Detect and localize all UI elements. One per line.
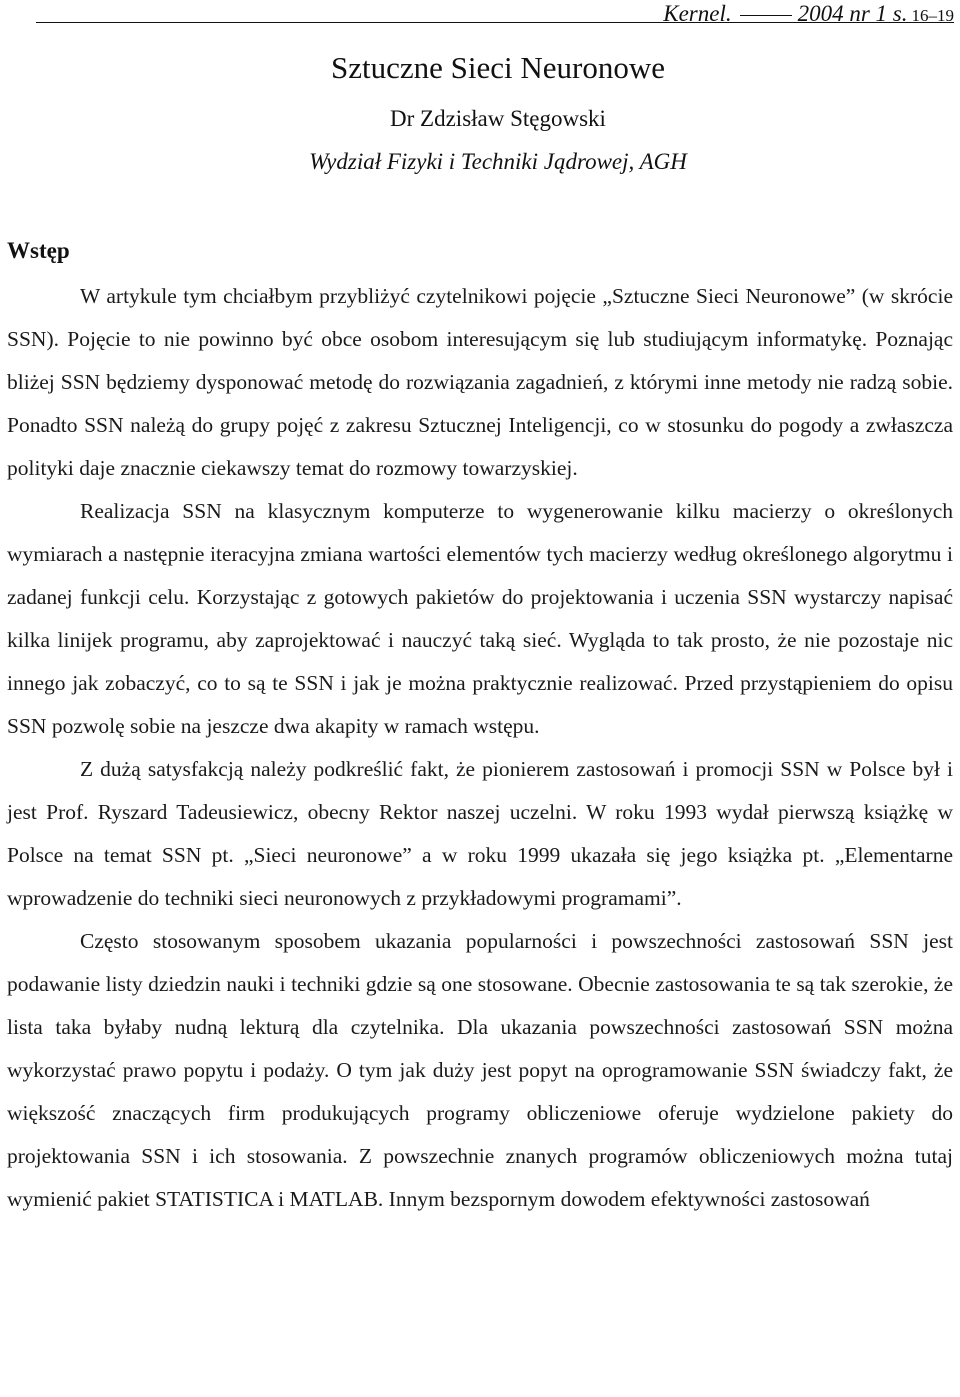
paragraph: W artykule tym chciałbym przybliżyć czytelnikowi pojęcie „Sztuczne Sieci Neuronowe” (w skrócie SSN). Pojęcie to nie powinno być obce osobom interesującym się lub studiującym informatykę. Poznając bliżej SSN będziemy dysponować metodę do rozwiązania zagadnień, z którymi inne metody nie radzą sobie. Ponadto SSN należą do grupy pojęć z zakresu Sztucznej Inteligencji, co w stosunku do pogody a zwłaszcza polityki daje znacznie ciekawszy temat do rozmowy towarzyskiej.: [7, 284, 953, 480]
section-heading: Wstęp: [7, 238, 70, 263]
citation-line: [663, 0, 954, 30]
page-range: 16–19: [911, 6, 954, 25]
paragraph: Z dużą satysfakcją należy podkreślić fakt, że pionierem zastosowań i promocji SSN w Polsce był i jest Prof. Ryszard Tadeusiewicz, obecny Rektor naszej uczelni. W roku 1993 wydał pierwszą książkę w Polsce na temat SSN pt. „Sieci neuronowe” a w roku 1999 ukazała się jego książka pt. „Elementarne wprowadzenie do techniki sieci neuronowych z przykładowymi programami”.: [7, 757, 953, 910]
journal-name: Kernel.: [663, 1, 732, 26]
paragraph: Często stosowanym sposobem ukazania popularności i powszechności zastosowań SSN jest podawanie listy dziedzin nauki i techniki gdzie są one stosowane. Obecnie zastosowania te są tak szerokie, że lista taka byłaby nudną lekturą dla czytelnika. Dla ukazania powszechności zastosowań SSN można wykorzystać prawo popytu i podaży. O tym jak duży jest popyt na oprogramowanie SSN świadczy fakt, że większość znaczących firm produkujących programy obliczeniowe oferuje wydzielone pakiety do projektowania SSN i ich stosowania. Z powszechnie znanych programów obliczeniowych można tutaj wymienić pakiet STATISTICA i MATLAB. Innym bezspornym dowodem efektywności zastosowań: [7, 929, 953, 1211]
article-title: Sztuczne Sieci Neuronowe: [331, 50, 665, 85]
author-affiliation: Wydział Fizyki i Techniki Jądrowej, AGH: [309, 149, 687, 174]
section-body: [7, 275, 953, 1221]
year-issue: 2004 nr 1 s.: [797, 1, 908, 26]
paragraph: Realizacja SSN na klasycznym komputerze to wygenerowanie kilku macierzy o określonych wymiarach a następnie iteracyjna zmiana wartości elementów tych macierzy według określonego algorytmu i zadanej funkcji celu. Korzystając z gotowych pakietów do projektowania i uczenia SSN wystarczy napisać kilka linijek programu, aby zaprojektować i nauczyć taką sieć. Wygląda to tak prosto, że nie pozostaje nic innego jak zobaczyć, co to są te SSN i jak je można praktycznie realizować. Przed przystąpieniem do opisu SSN pozwolę sobie na jeszcze dwa akapity w ramach wstępu.: [7, 499, 953, 738]
running-header: [0, 0, 960, 34]
em-dash-rule: [740, 15, 792, 16]
author-name: Dr Zdzisław Stęgowski: [390, 106, 606, 131]
